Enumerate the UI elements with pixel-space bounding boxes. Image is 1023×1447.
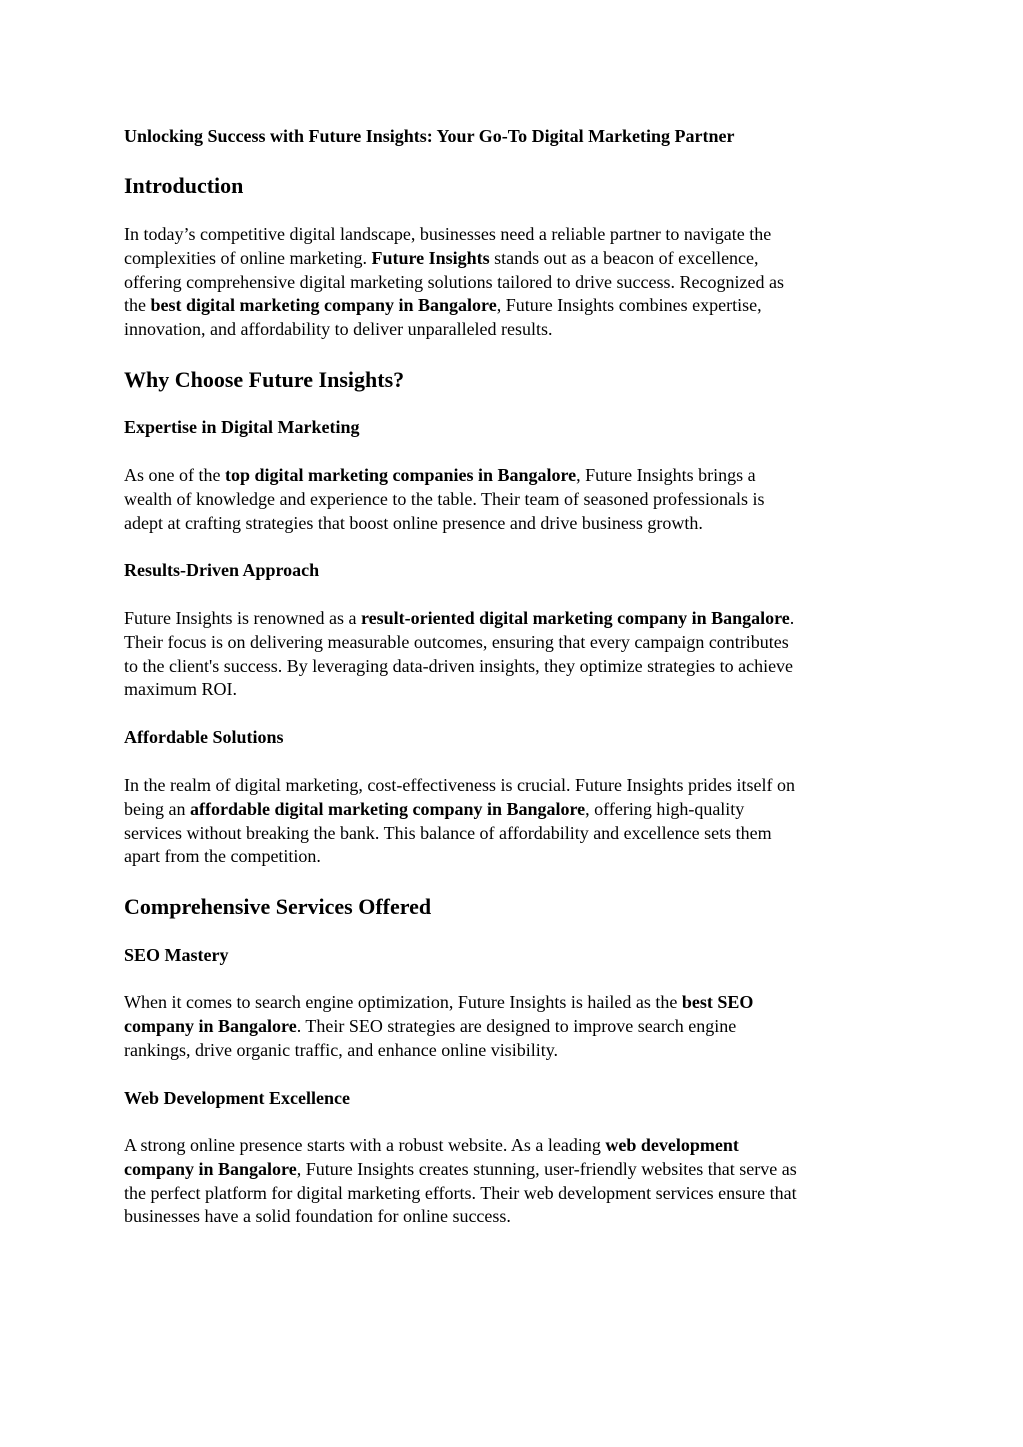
bold-keyword: result-oriented digital marketing company in Bangalore (360, 608, 790, 628)
text-line: adept at crafting strategies that boost online presence and drive business growth. (124, 512, 703, 533)
text-line: wealth of knowledge and experience to the table. Their team of seasoned professionals is (124, 488, 765, 509)
document-title: Unlocking Success with Future Insights: Your Go-To Digital Marketing Partner (124, 126, 735, 146)
paragraph-seo (124, 991, 914, 1062)
text-run: , Future Insights creates stunning, user-friendly websites that serve as (296, 1158, 797, 1179)
heading-why-choose: Why Choose Future Insights? (124, 367, 405, 392)
paragraph-affordable (124, 774, 914, 869)
text-run: As one of the (124, 465, 225, 485)
text-line (124, 607, 914, 631)
text-line (124, 1015, 914, 1039)
paragraph-expertise (124, 464, 914, 535)
text-run: When it comes to search engine optimization, Future Insights is hailed as the (124, 992, 682, 1012)
text-run: . Their SEO strategies are designed to improve search engine (296, 1015, 737, 1036)
subheading-seo: SEO Mastery (124, 945, 229, 965)
bold-keyword: company in Bangalore (124, 1015, 297, 1036)
subheading-results: Results-Driven Approach (124, 560, 320, 580)
text-line: offering comprehensive digital marketing solutions tailored to drive success. Recognized as (124, 271, 784, 292)
bold-keyword: company in Bangalore (124, 1158, 297, 1179)
text-line (124, 1158, 914, 1182)
text-run: , Future Insights combines expertise, (496, 295, 762, 316)
text-run: complexities of online marketing. (124, 247, 372, 268)
text-line (124, 1134, 914, 1158)
bold-keyword: Future Insights (371, 247, 490, 268)
text-line: services without breaking the bank. This balance of affordability and excellence sets them (124, 822, 772, 843)
text-line: maximum ROI. (124, 679, 237, 700)
text-line: In today’s competitive digital landscape, businesses need a reliable partner to navigate the (124, 224, 772, 244)
paragraph-introduction (124, 223, 914, 342)
text-run: being an (124, 798, 190, 819)
text-run: , offering high-quality (585, 798, 745, 819)
text-line: rankings, drive organic traffic, and enhance online visibility. (124, 1039, 559, 1060)
bold-keyword: affordable digital marketing company in Bangalore (189, 798, 586, 819)
heading-introduction: Introduction (124, 173, 244, 198)
text-line: apart from the competition. (124, 846, 321, 867)
text-line: to the client's success. By leveraging data-driven insights, they optimize strategies to achieve (124, 655, 794, 676)
text-run: stands out as a beacon of excellence, (489, 247, 759, 268)
subheading-affordable: Affordable Solutions (124, 727, 284, 747)
subheading-web-development: Web Development Excellence (124, 1088, 350, 1108)
bold-keyword: best SEO (681, 992, 754, 1012)
text-line (124, 464, 914, 488)
heading-services: Comprehensive Services Offered (124, 894, 432, 919)
text-run: Future Insights is renowned as a (124, 608, 361, 628)
paragraph-web-development (124, 1134, 914, 1229)
text-run: . (789, 608, 795, 628)
text-line: the perfect platform for digital marketing efforts. Their web development services ensure that (124, 1182, 797, 1203)
text-run: , Future Insights brings a (576, 465, 756, 485)
text-line (124, 798, 914, 822)
text-line: In the realm of digital marketing, cost-effectiveness is crucial. Future Insights prides itself on (124, 775, 795, 795)
bold-keyword: best digital marketing company in Bangalore (150, 295, 497, 316)
bold-keyword: web development (605, 1135, 739, 1155)
text-run: the (124, 295, 151, 316)
text-line: Their focus is on delivering measurable outcomes, ensuring that every campaign contributes (124, 631, 789, 652)
text-run: A strong online presence starts with a robust website. As a leading (124, 1135, 606, 1155)
bold-keyword: top digital marketing companies in Bangalore (224, 465, 577, 485)
text-line: businesses have a solid foundation for online success. (124, 1206, 511, 1227)
text-line: innovation, and affordability to deliver unparalleled results. (124, 319, 553, 340)
text-line (124, 294, 914, 318)
paragraph-results (124, 607, 914, 702)
subheading-expertise: Expertise in Digital Marketing (124, 417, 360, 437)
text-line (124, 991, 914, 1015)
text-line (124, 247, 914, 271)
